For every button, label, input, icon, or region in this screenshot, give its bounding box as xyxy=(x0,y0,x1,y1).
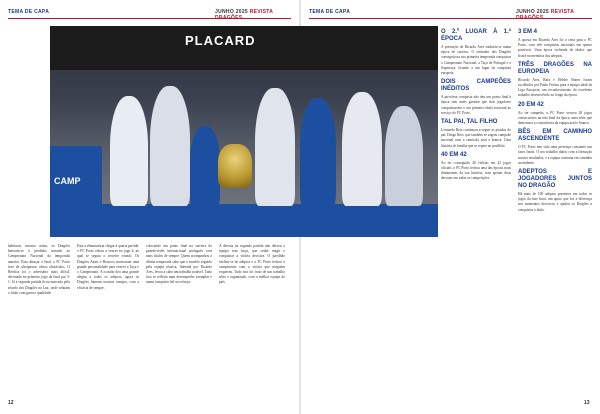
magazine-name-right: REVISTA xyxy=(550,9,574,15)
sponsor-banner-text: PLACARD xyxy=(185,33,256,48)
player-figure xyxy=(110,96,148,206)
heading-segundo-lugar: O 2.º LUGAR À 1.ª ÉPOCA xyxy=(441,29,511,42)
text-column-1: habituais, mesmo assim, os Dragões bateram-se à perdidos somado ao Campeonato Nacional da temporada anterior. Para abraçar o final, o FC Porto teve de ultrapassar vários obstáculos. O Benfica foi o adversário mais difícil, derrotado no primeiro jogo da final por 3-1. Já a segunda partida ficou marcada pelo triunfo dos Dragões na Luz, onde selaram o título com garra e qualidade. xyxy=(8,244,70,295)
text-column-r2: 3 EM 4 A aposta em Ricardo Ares foi a certa para o FC Porto, com três conquistas nacionais em quatro possíveis. Uma época recheada de títulos que ficará na memória dos adeptos. TRÊS DRAGÕES NA EUROPEIA Ricardo Ares, Rafa e Helder Nunes foram escolhidos por Paulo Freitas para a equipa ideal da Liga Europeia, um reconhecimento do excelente trabalho desenvolvido ao longo da época. 20 EM 42 Ao ser campeão, o FC Porto venceu 20 jogos consecutivos na reta final da época, uma série que demonstra a consistência da equipa azul e branca. BÊS EM CAMINHO ASCENDENTE O FC Porto tem sido uma presença constante nas fases finais. O seu trabalho diário com a formação mostra resultados, e a equipa continua em caminho ascendente. ADEPTOS E JOGADORES JUNTOS NO DRAGÃO Há mais de 100 adeptos presentes em todos os jogos da fase final, um apoio que fez a diferença nos momentos decisivos e ajudou os Dragões a conquistar o título. xyxy=(518,29,592,212)
heading-bes-caminho: BÊS EM CAMINHO ASCENDENTE xyxy=(518,129,592,143)
magazine-name: REVISTA xyxy=(249,9,273,15)
header-rule-right xyxy=(309,18,592,19)
header-rule xyxy=(8,18,291,19)
heading-dois-campeoes: DOIS CAMPEÕES INÉDITOS xyxy=(441,79,511,93)
heading-adeptos: ADEPTOS E JOGADORES JUNTOS NO DRAGÃO xyxy=(518,169,592,190)
section-label: TEMA DE CAPA xyxy=(8,9,50,15)
page-number-right: 13 xyxy=(584,400,590,406)
sponsor-board: CAMP xyxy=(50,146,102,226)
heading-40-em-42: 40 EM 42 xyxy=(441,151,467,158)
heading-20-em-42: 20 EM 42 xyxy=(518,101,544,108)
player-figure xyxy=(342,92,382,206)
issue-date-right: JUNHO 2025 xyxy=(516,9,550,15)
issue-date: JUNHO 2025 xyxy=(215,9,249,15)
text-column-2: Para a eliminatória chegar à quarta partida, o FC Porto voltou a vencer no jogo 4, ao qual se seguiu o terceiro triunfo. Os Dragões Azuis e Brancos mostraram uma grande personalidade para vencer a Taça e o Campeonato. A ocasião deu uma grande alegria a todos os adeptos, agora os Dragões lutaram noutros campos, com a eficácia de sempre. xyxy=(77,244,139,290)
issue-label xyxy=(215,9,299,21)
heading-tal-pai: TAL PAI, TAL FILHO xyxy=(441,119,498,126)
team-photo xyxy=(50,26,438,237)
trophy xyxy=(218,144,252,188)
text-column-4: A derrota na segunda partida não deixou a equipa sem força, que soube reagir e conquistar a vitória decisiva. O pavilhão encheu-se de adeptos e o FC Porto fechou o campeonato com a vitória que ninguém esqueceu. Tudo isto foi fruto de um trabalho sério e organizado, com a melhor equipa do país. xyxy=(219,244,285,285)
issue-label-right xyxy=(516,9,600,21)
player-figure xyxy=(300,98,336,206)
section-label-right: TEMA DE CAPA xyxy=(309,9,351,15)
page-number-left: 12 xyxy=(8,400,14,406)
heading-3-em-4: 3 EM 4 xyxy=(518,29,538,35)
court-floor xyxy=(50,204,438,237)
text-column-3: colocando um ponto final na carreira do guarda-redes internacional português com mais títulos de sempre. Quem acompanhou a última temporada sabe que o modelo seguido pela equipa técnica, liderada por Ricardo Ares, levou a cabo um trabalho notável. Tudo isso se refletiu num desempenho exemplar e numa conquista fiel ao esforço. xyxy=(146,244,212,285)
player-figure xyxy=(255,88,295,206)
heading-tres-dragoes: TRÊS DRAGÕES NA EUROPEIA xyxy=(518,61,592,75)
player-figure xyxy=(150,86,190,206)
player-figure xyxy=(190,126,220,206)
text-column-r1: O 2.º LUGAR À 1.ª ÉPOCA A prestação de Ricardo Ares traduziu-se numa época de sucesso. O treinador dos Dragões conseguiu na sua primeira temporada conquistar o Campeonato Nacional, a Taça de Portugal e a Supertaça, ficando a um lugar da conquista europeia. DOIS CAMPEÕES INÉDITOS A pirosfera conquista não deu um ponto final à época sem antes garantir que dois jogadores conquistassem o seu primeiro título nacional ao serviço do FC Porto. TAL PAI, TAL FILHO Leonardo Reis continuou a seguir as pisadas do pai, Diogo Reis, que também se sagrou campeão nacional com a camisola azul e branca. Uma história de família que se repete no pavilhão. 40 EM 42 Ao ter conseguido 40 vitórias em 42 jogos oficiais, o FC Porto fechou uma das épocas mais dominantes da sua história, com apenas duas derrotas em todas as competições. xyxy=(441,29,511,181)
player-figure xyxy=(385,106,423,206)
